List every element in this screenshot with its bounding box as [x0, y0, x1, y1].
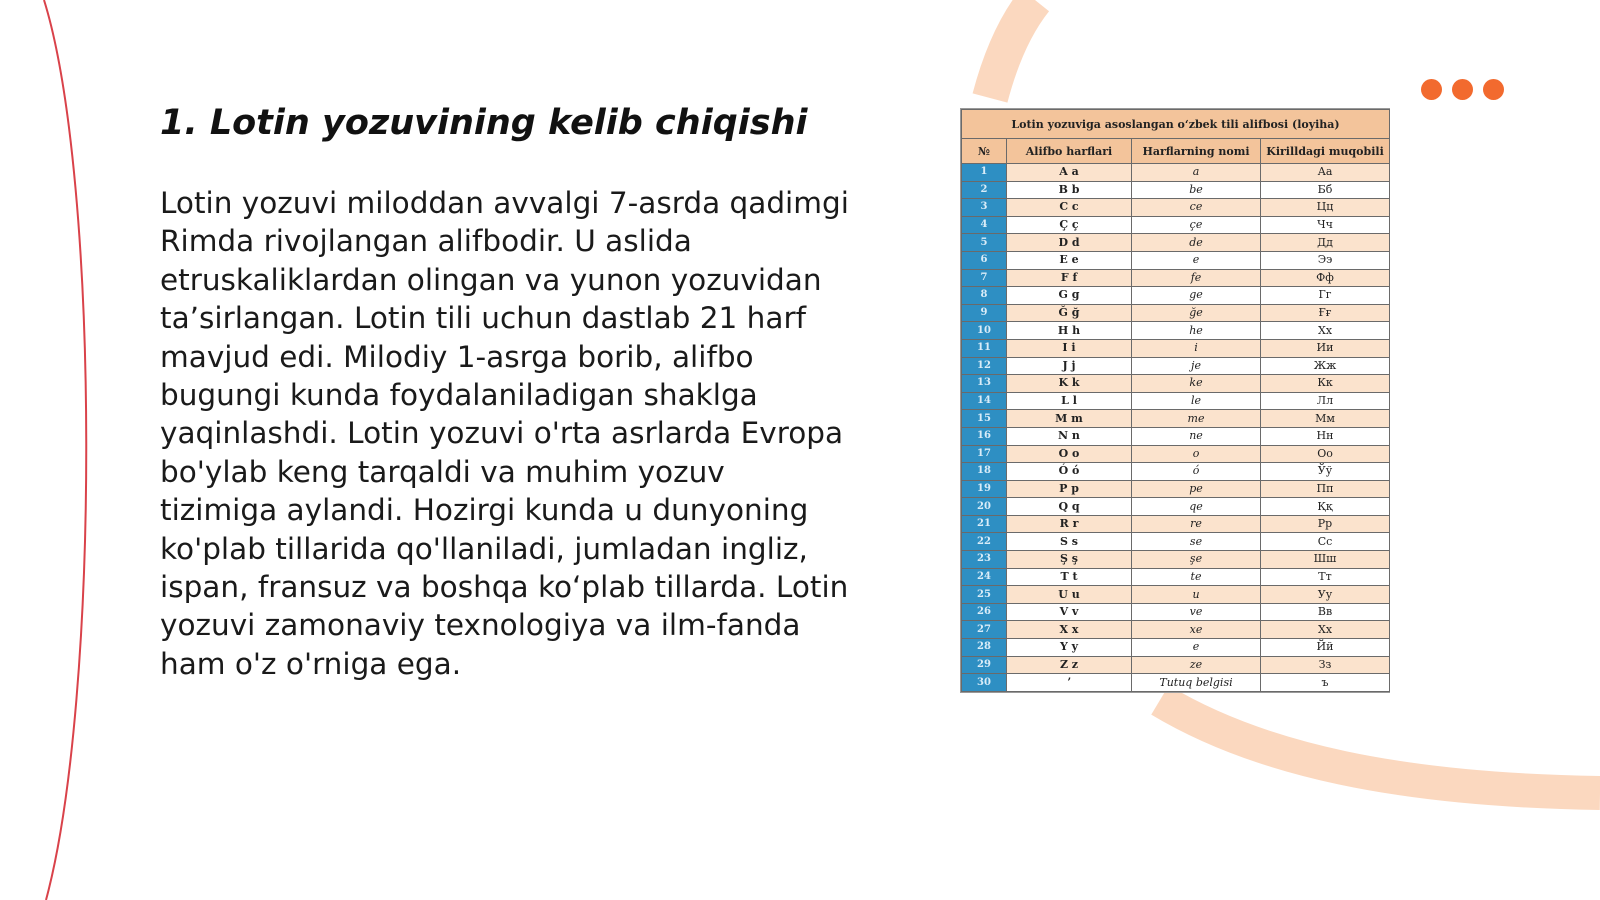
- row-number: 19: [962, 480, 1007, 498]
- table-row: [962, 392, 1390, 410]
- row-number: 12: [962, 357, 1007, 375]
- table-row: [962, 586, 1390, 604]
- alphabet-letter: D d: [1007, 234, 1132, 252]
- cyrillic-equivalent: Сс: [1261, 533, 1390, 551]
- letter-name: de: [1132, 234, 1261, 252]
- row-number: 6: [962, 251, 1007, 269]
- row-number: 28: [962, 639, 1007, 657]
- cyrillic-equivalent: Оо: [1261, 445, 1390, 463]
- cyrillic-equivalent: Уу: [1261, 586, 1390, 604]
- cyrillic-equivalent: Жж: [1261, 357, 1390, 375]
- row-number: 22: [962, 533, 1007, 551]
- alphabet-letter: B b: [1007, 181, 1132, 199]
- row-number: 16: [962, 427, 1007, 445]
- alphabet-letter: F f: [1007, 269, 1132, 287]
- menu-dot-icon: [1421, 79, 1442, 100]
- row-number: 9: [962, 304, 1007, 322]
- cyrillic-equivalent: Хх: [1261, 621, 1390, 639]
- letter-name: ne: [1132, 427, 1261, 445]
- menu-dot-icon: [1483, 79, 1504, 100]
- row-number: 2: [962, 181, 1007, 199]
- row-number: 8: [962, 287, 1007, 305]
- row-number: 29: [962, 656, 1007, 674]
- table-row: [962, 463, 1390, 481]
- row-number: 5: [962, 234, 1007, 252]
- letter-name: Tutuq belgisi: [1132, 674, 1261, 692]
- row-number: 3: [962, 199, 1007, 217]
- menu-dots: [1421, 79, 1504, 100]
- table-row: [962, 375, 1390, 393]
- letter-name: e: [1132, 251, 1261, 269]
- letter-name: qe: [1132, 498, 1261, 516]
- cyrillic-equivalent: Ғғ: [1261, 304, 1390, 322]
- table-row: [962, 357, 1390, 375]
- alphabet-letter: Ğ ğ: [1007, 304, 1132, 322]
- row-number: 18: [962, 463, 1007, 481]
- letter-name: o: [1132, 445, 1261, 463]
- row-number: 24: [962, 568, 1007, 586]
- decorative-red-side-line: [44, 0, 86, 900]
- cyrillic-equivalent: Шш: [1261, 551, 1390, 569]
- letter-name: ğe: [1132, 304, 1261, 322]
- row-number: 1: [962, 164, 1007, 182]
- alphabet-letter: M m: [1007, 410, 1132, 428]
- letter-name: fe: [1132, 269, 1261, 287]
- row-number: 7: [962, 269, 1007, 287]
- table-row: [962, 287, 1390, 305]
- slide-body-text: Lotin yozuvi miloddan avvalgi 7-asrda qadimgi Rimda rivojlangan alifbodir. U aslida etruskaliklardan olingan va yunon yozuvidan ta’sirlangan. Lotin tili uchun dastlab 21 harf mavjud edi. Milodiy 1-asrga borib, alifbo bugungi kunda foydalaniladigan shaklga yaqinlashdi. Lotin yozuvi o'rta asrlarda Evropa bo'ylab keng tarqaldi va muhim yozuv tizimiga aylandi. Hozirgi kunda u dunyoning ko'plab tillarida qo'llaniladi, jumladan ingliz, ispan, fransuz va boshqa ko‘plab tillarda. Lotin yozuvi zamonaviy texnologiya va ilm-fanda ham o'z o'rniga ega.: [160, 186, 849, 681]
- alphabet-letter: Ç ç: [1007, 216, 1132, 234]
- alphabet-letter: U u: [1007, 586, 1132, 604]
- cyrillic-equivalent: Дд: [1261, 234, 1390, 252]
- letter-name: re: [1132, 515, 1261, 533]
- letter-name: ze: [1132, 656, 1261, 674]
- table-row: [962, 251, 1390, 269]
- letter-name: be: [1132, 181, 1261, 199]
- slide-title: 1. Lotin yozuvining kelib chiqishi: [160, 103, 808, 143]
- letter-name: ke: [1132, 375, 1261, 393]
- alphabet-letter: H h: [1007, 322, 1132, 340]
- letter-name: e: [1132, 639, 1261, 657]
- cyrillic-equivalent: Цц: [1261, 199, 1390, 217]
- cyrillic-equivalent: Бб: [1261, 181, 1390, 199]
- cyrillic-equivalent: Гг: [1261, 287, 1390, 305]
- decorative-peach-arc-bottom: [1160, 700, 1600, 793]
- cyrillic-equivalent: Вв: [1261, 603, 1390, 621]
- letter-name: je: [1132, 357, 1261, 375]
- table-row: [962, 304, 1390, 322]
- cyrillic-equivalent: Рр: [1261, 515, 1390, 533]
- letter-name: çe: [1132, 216, 1261, 234]
- cyrillic-equivalent: Кк: [1261, 375, 1390, 393]
- table-row: [962, 603, 1390, 621]
- table-row: [962, 533, 1390, 551]
- row-number: 11: [962, 339, 1007, 357]
- cyrillic-equivalent: Тт: [1261, 568, 1390, 586]
- cyrillic-equivalent: Пп: [1261, 480, 1390, 498]
- row-number: 21: [962, 515, 1007, 533]
- row-number: 13: [962, 375, 1007, 393]
- table-body: [962, 164, 1390, 692]
- cyrillic-equivalent: Фф: [1261, 269, 1390, 287]
- cyrillic-equivalent: Чч: [1261, 216, 1390, 234]
- cyrillic-equivalent: ъ: [1261, 674, 1390, 692]
- letter-name: pe: [1132, 480, 1261, 498]
- menu-dot-icon: [1452, 79, 1473, 100]
- row-number: 23: [962, 551, 1007, 569]
- table-row: [962, 269, 1390, 287]
- alphabet-letter: Q q: [1007, 498, 1132, 516]
- table-header-cyrillic: Kirilldagi muqobili: [1261, 139, 1390, 164]
- alphabet-letter: X x: [1007, 621, 1132, 639]
- cyrillic-equivalent: Хх: [1261, 322, 1390, 340]
- cyrillic-equivalent: Йй: [1261, 639, 1390, 657]
- alphabet-letter: R r: [1007, 515, 1132, 533]
- alphabet-letter: P p: [1007, 480, 1132, 498]
- table-row: [962, 515, 1390, 533]
- letter-name: ce: [1132, 199, 1261, 217]
- table-row: [962, 568, 1390, 586]
- alphabet-letter: C c: [1007, 199, 1132, 217]
- table-row: [962, 480, 1390, 498]
- alphabet-letter: O o: [1007, 445, 1132, 463]
- cyrillic-equivalent: Ээ: [1261, 251, 1390, 269]
- table-header-letters: Alifbo harflari: [1007, 139, 1132, 164]
- alphabet-letter: S s: [1007, 533, 1132, 551]
- letter-name: şe: [1132, 551, 1261, 569]
- alphabet-letter: J j: [1007, 357, 1132, 375]
- table-header-number: №: [962, 139, 1007, 164]
- cyrillic-equivalent: Ўў: [1261, 463, 1390, 481]
- table-row: [962, 498, 1390, 516]
- cyrillic-equivalent: Лл: [1261, 392, 1390, 410]
- alphabet-letter: ʼ: [1007, 674, 1132, 692]
- table-row: [962, 674, 1390, 692]
- row-number: 20: [962, 498, 1007, 516]
- alphabet-letter: A a: [1007, 164, 1132, 182]
- row-number: 10: [962, 322, 1007, 340]
- letter-name: a: [1132, 164, 1261, 182]
- cyrillic-equivalent: Ии: [1261, 339, 1390, 357]
- table-row: [962, 339, 1390, 357]
- alphabet-letter: T t: [1007, 568, 1132, 586]
- table-row: [962, 322, 1390, 340]
- letter-name: he: [1132, 322, 1261, 340]
- alphabet-table: [961, 109, 1390, 692]
- table-row: [962, 181, 1390, 199]
- letter-name: ve: [1132, 603, 1261, 621]
- cyrillic-equivalent: Ққ: [1261, 498, 1390, 516]
- table-row: [962, 164, 1390, 182]
- alphabet-letter: N n: [1007, 427, 1132, 445]
- cyrillic-equivalent: Зз: [1261, 656, 1390, 674]
- table-row: [962, 621, 1390, 639]
- letter-name: ge: [1132, 287, 1261, 305]
- letter-name: i: [1132, 339, 1261, 357]
- row-number: 14: [962, 392, 1007, 410]
- table-row: [962, 410, 1390, 428]
- alphabet-letter: Z z: [1007, 656, 1132, 674]
- letter-name: u: [1132, 586, 1261, 604]
- row-number: 4: [962, 216, 1007, 234]
- alphabet-letter: L l: [1007, 392, 1132, 410]
- table-row: [962, 234, 1390, 252]
- row-number: 27: [962, 621, 1007, 639]
- table-row: [962, 199, 1390, 217]
- letter-name: ó: [1132, 463, 1261, 481]
- letter-name: xe: [1132, 621, 1261, 639]
- letter-name: le: [1132, 392, 1261, 410]
- alphabet-letter: E e: [1007, 251, 1132, 269]
- decorative-peach-arc-top: [990, 0, 1035, 98]
- row-number: 26: [962, 603, 1007, 621]
- alphabet-letter: G g: [1007, 287, 1132, 305]
- alphabet-letter: I i: [1007, 339, 1132, 357]
- alphabet-letter: K k: [1007, 375, 1132, 393]
- table-row: [962, 427, 1390, 445]
- table-caption: Lotin yozuviga asoslangan o‘zbek tili alifbosi (loyiha): [962, 110, 1390, 139]
- table-row: [962, 639, 1390, 657]
- cyrillic-equivalent: Мм: [1261, 410, 1390, 428]
- table-row: [962, 216, 1390, 234]
- alphabet-letter: V v: [1007, 603, 1132, 621]
- alphabet-letter: Ş ş: [1007, 551, 1132, 569]
- cyrillic-equivalent: Аа: [1261, 164, 1390, 182]
- letter-name: te: [1132, 568, 1261, 586]
- letter-name: se: [1132, 533, 1261, 551]
- row-number: 15: [962, 410, 1007, 428]
- table-row: [962, 445, 1390, 463]
- alphabet-letter: Y y: [1007, 639, 1132, 657]
- alphabet-letter: Ó ó: [1007, 463, 1132, 481]
- row-number: 25: [962, 586, 1007, 604]
- table-header-names: Harflarning nomi: [1132, 139, 1261, 164]
- table-row: [962, 656, 1390, 674]
- letter-name: me: [1132, 410, 1261, 428]
- row-number: 30: [962, 674, 1007, 692]
- table-row: [962, 551, 1390, 569]
- row-number: 17: [962, 445, 1007, 463]
- cyrillic-equivalent: Нн: [1261, 427, 1390, 445]
- alphabet-table-image: [960, 108, 1390, 693]
